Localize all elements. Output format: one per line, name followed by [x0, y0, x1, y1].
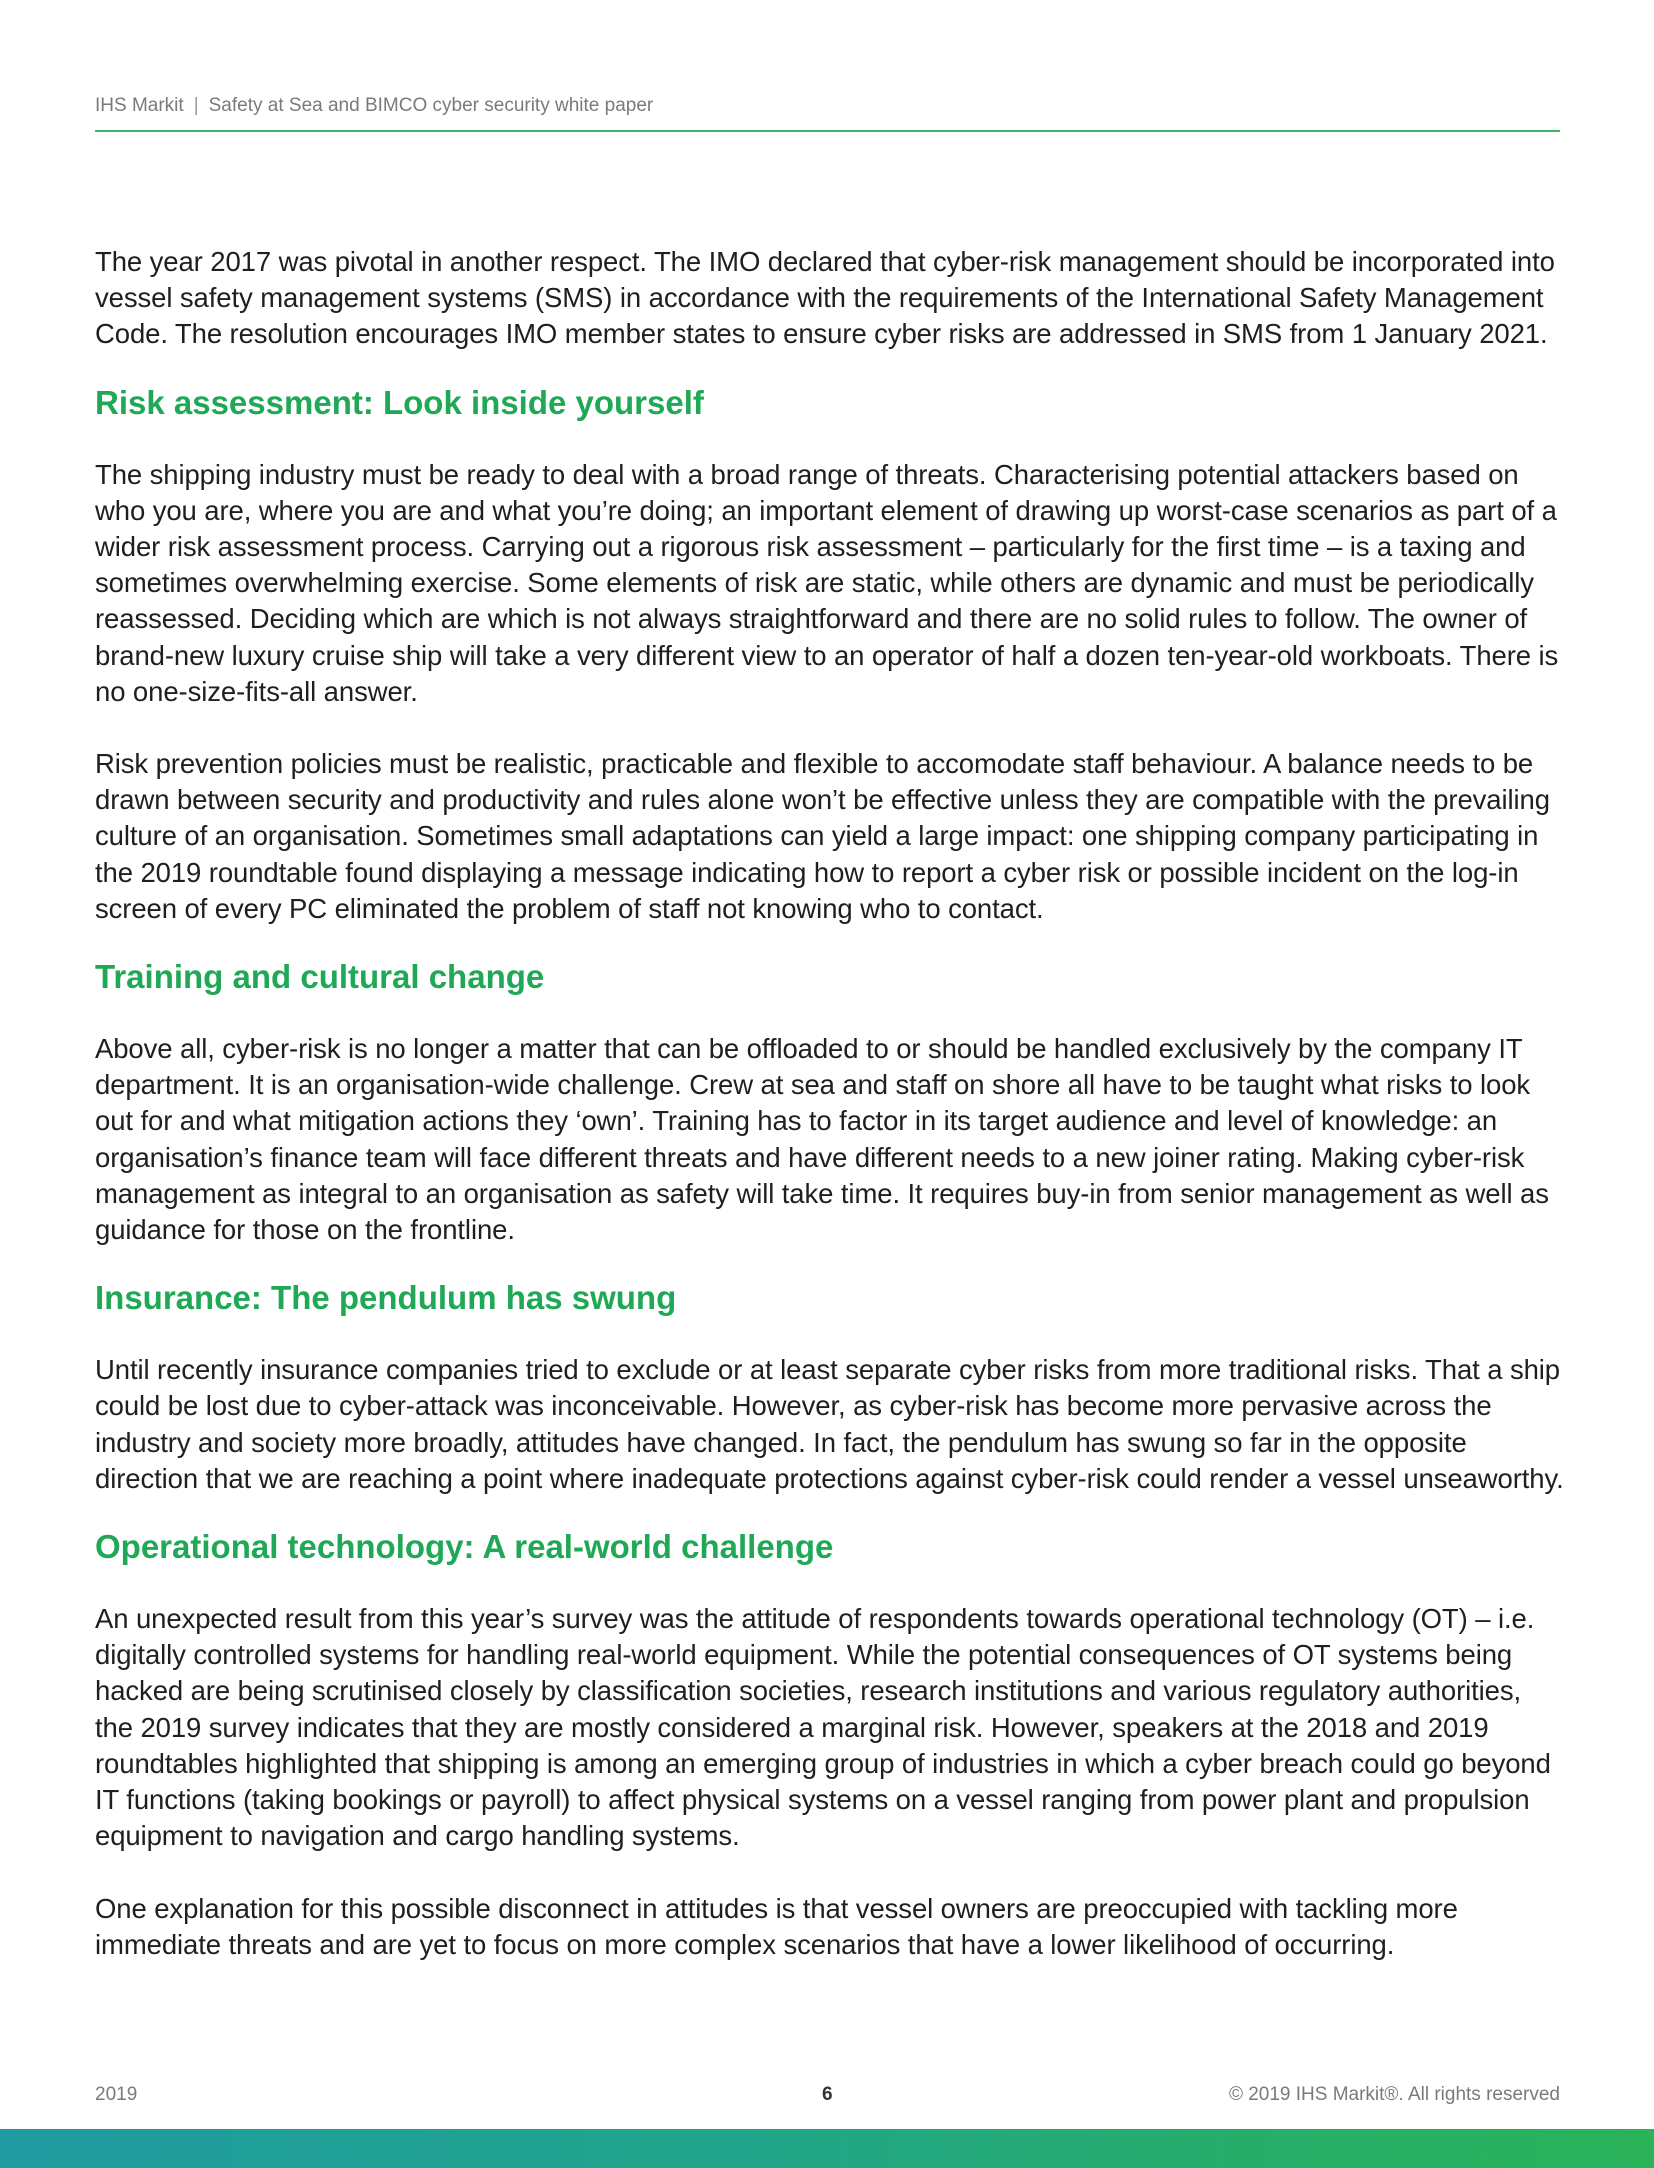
header-brand: IHS Markit — [95, 95, 184, 116]
section-heading-training: Training and cultural change — [95, 958, 545, 996]
article-body — [95, 244, 1565, 1999]
header-title: Safety at Sea and BIMCO cyber security white paper — [208, 95, 654, 116]
paragraph-insurance-1: Until recently insurance companies tried to exclude or at least separate cyber risks from more traditional risks. That a ship could be lost due to cyber-attack was inconceivable. However, as cyber-risk has become more pervasive across the industry and society more broadly, attitudes have changed. In fact, the pendulum has swung so far in the opposite direction that we are reaching a point where inadequate protections against cyber-risk could render a vessel unseaworthy. — [95, 1354, 1564, 1494]
page-number: 6 — [822, 2084, 833, 2105]
page-header — [95, 92, 1560, 132]
paragraph-risk-assessment-1: The shipping industry must be ready to deal with a broad range of threats. Characterising potential attackers based on who you are, where you are and what you’re doing; an important element of drawing up worst-case scenarios as part of a wider risk assessment process. Carrying out a rigorous risk assessment – particularly for the first time – is a taxing and sometimes overwhelming exercise. Some elements of risk are static, while others are dynamic and must be periodically reassessed. Deciding which are which is not always straightforward and there are no solid rules to follow. The owner of brand-new luxury cruise ship will take a very different view to an operator of half a dozen ten-year-old workboats. There is no one-size-fits-all answer. — [95, 458, 1559, 707]
paragraph-training-1: Above all, cyber-risk is no longer a matter that can be offloaded to or should be handled exclusively by the company IT department. It is an organisation-wide challenge. Crew at sea and staff on shore all have to be taught what risks to look out for and what mitigation actions they ‘own’. Training has to factor in its target audience and level of knowledge: an organisation’s finance team will face different threats and have different needs to a new joiner rating. Making cyber-risk management as integral to an organisation as safety will take time. It requires buy-in from senior management as well as guidance for those on the frontline. — [95, 1033, 1549, 1246]
page-footer — [95, 2080, 1560, 2110]
footer-copyright: © 2019 IHS Markit®. All rights reserved — [1228, 2084, 1560, 2105]
footer-year: 2019 — [95, 2084, 138, 2105]
section-heading-risk-assessment: Risk assessment: Look inside yourself — [95, 383, 704, 421]
header-separator: | — [193, 95, 199, 116]
footer-color-band — [0, 2129, 1654, 2168]
paragraph-risk-assessment-2: Risk prevention policies must be realistic, practicable and flexible to accomodate staff behaviour. A balance needs to be drawn between security and productivity and rules alone won’t be effective unless they are compatible with the prevailing culture of an organisation. Sometimes small adaptations can yield a large impact: one shipping company participating in the 2019 roundtable found displaying a message indicating how to report a cyber risk or possible incident on the log-in screen of every PC eliminated the problem of staff not knowing who to contact. — [95, 748, 1550, 924]
section-heading-insurance: Insurance: The pendulum has swung — [95, 1279, 677, 1317]
intro-paragraph: The year 2017 was pivotal in another respect. The IMO declared that cyber-risk management should be incorporated into vessel safety management systems (SMS) in accordance with the requirements of the International Safety Management Code. The resolution encourages IMO member states to ensure cyber risks are addressed in SMS from 1 January 2021. — [95, 246, 1555, 350]
paragraph-operational-technology-2: One explanation for this possible disconnect in attitudes is that vessel owners are preoccupied with tackling more immediate threats and are yet to focus on more complex scenarios that have a lower likelihood of occurring. — [95, 1892, 1458, 1960]
paragraph-operational-technology-1: An unexpected result from this year’s survey was the attitude of respondents towards operational technology (OT) – i.e. digitally controlled systems for handling real-world equipment. While the potential consequences of OT systems being hacked are being scrutinised closely by classification societies, research institutions and various regulatory authorities, the 2019 survey indicates that they are mostly considered a marginal risk. However, speakers at the 2018 and 2019 roundtables highlighted that shipping is among an emerging group of industries in which a cyber breach could go beyond IT functions (taking bookings or payroll) to affect physical systems on a vessel ranging from power plant and propulsion equipment to navigation and cargo handling systems. — [95, 1603, 1551, 1852]
section-heading-operational-technology: Operational technology: A real-world challenge — [95, 1528, 834, 1566]
